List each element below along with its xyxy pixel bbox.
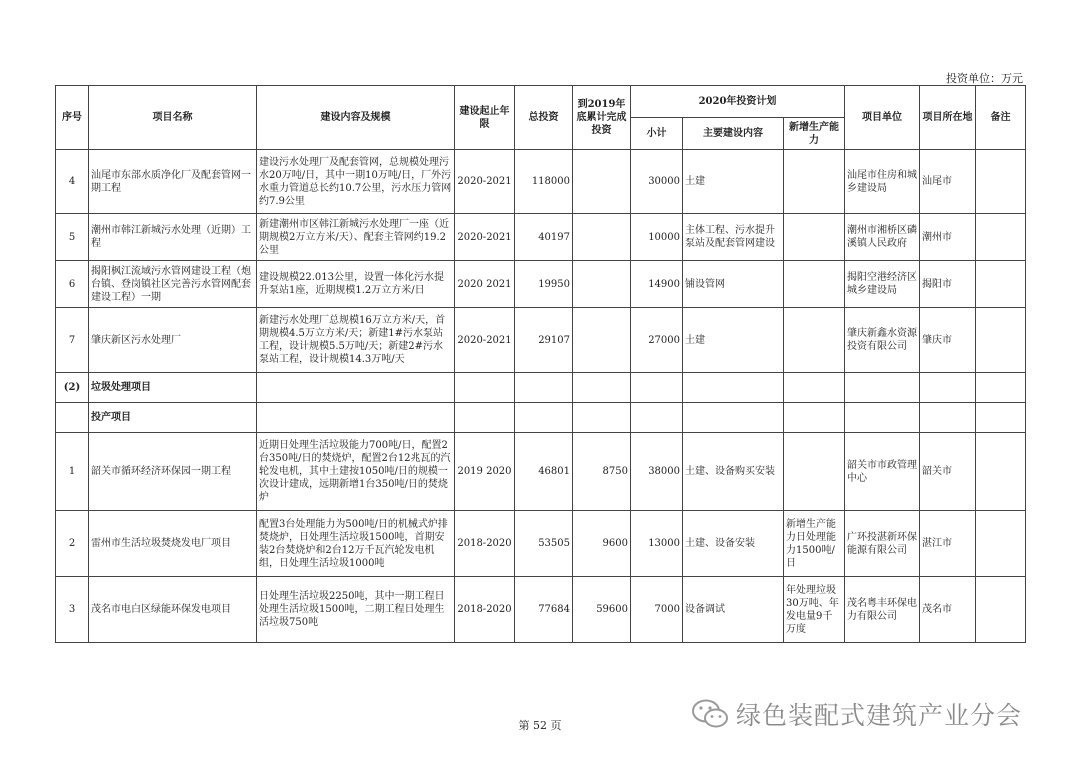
cell-capacity: 年处理垃圾30万吨、年发电量9千万度 [784,577,845,643]
cell-by2019: 8750 [573,433,631,511]
cell-name: 肇庆新区污水处理厂 [89,308,257,373]
cell-location: 潮州市 [920,214,976,261]
cell-seq: 7 [56,308,89,373]
cell-location: 揭阳市 [920,261,976,308]
header-remarks: 备注 [976,86,1026,150]
cell-unit: 潮州市湘桥区磷溪镇人民政府 [845,214,920,261]
cell-total: 118000 [515,150,573,214]
cell-capacity [784,214,845,261]
cell-period: 2018-2020 [455,577,515,643]
cell-unit: 茂名粤丰环保电力有限公司 [845,577,920,643]
section-seq: (2) [56,373,89,403]
cell-remarks [976,150,1026,214]
table-row [56,577,1026,643]
cell-subtotal: 14900 [631,261,683,308]
cell-seq: 4 [56,150,89,214]
section-title: 垃圾处理项目 [89,373,257,403]
cell-unit: 揭阳空港经济区城乡建设局 [845,261,920,308]
cell-period: 2020 2021 [455,261,515,308]
table-row [56,433,1026,511]
investment-unit-label: 投资单位：万元 [946,72,1023,85]
cell-period: 2020-2021 [455,150,515,214]
header-main-content: 主要建设内容 [683,118,784,150]
cell-total: 77684 [515,577,573,643]
cell-content: 近期日处理生活垃圾能力700吨/日，配置2台350吨/日的焚烧炉，配置2台12兆瓦的汽轮发电机，其中土建按1050吨/日的规模一次设计建成，远期新增1台350吨/日的焚烧炉 [257,433,455,511]
subsection-title: 投产项目 [89,403,257,433]
cell-unit: 肇庆新鑫水资源投资有限公司 [845,308,920,373]
cell-unit: 韶关市市政管理中心 [845,433,920,511]
cell-total: 40197 [515,214,573,261]
header-period: 建设起止年限 [455,86,515,150]
header-seq: 序号 [56,86,89,150]
cell-seq: 1 [56,433,89,511]
cell-content: 建设污水处理厂及配套管网，总规模处理污水20万吨/日，其中一期10万吨/日，厂外污水重力管道总长约10.7公里，污水压力管网约7.9公里 [257,150,455,214]
cell-unit: 广环投湛新环保能源有限公司 [845,511,920,577]
cell-capacity [784,261,845,308]
table-row [56,150,1026,214]
cell-total: 53505 [515,511,573,577]
cell-content: 建设规模22.013公里，设置一体化污水提升泵站1座，近期规模1.2万立方米/日 [257,261,455,308]
cell-main-content: 设备调试 [683,577,784,643]
cell-subtotal: 13000 [631,511,683,577]
cell-name: 揭阳枫江流域污水管网建设工程（炮台镇、登岗镇社区完善污水管网配套建设工程）一期 [89,261,257,308]
cell-seq: 2 [56,511,89,577]
header-project-name: 项目名称 [89,86,257,150]
cell-remarks [976,511,1026,577]
watermark-text: 绿色装配式建筑产业分会 [736,701,1023,730]
cell-by2019 [573,308,631,373]
table-row [56,511,1026,577]
cell-capacity [784,308,845,373]
header-subtotal: 小计 [631,118,683,150]
cell-location: 汕尾市 [920,150,976,214]
cell-remarks [976,308,1026,373]
header-location: 项目所在地 [920,86,976,150]
cell-subtotal: 38000 [631,433,683,511]
cell-by2019: 59600 [573,577,631,643]
cell-by2019 [573,261,631,308]
cell-capacity: 新增生产能力日处理能力1500吨/日 [784,511,845,577]
cell-seq: 6 [56,261,89,308]
cell-name: 茂名市电白区绿能环保发电项目 [89,577,257,643]
table-row [56,214,1026,261]
cell-remarks [976,214,1026,261]
cell-seq: 5 [56,214,89,261]
cell-period: 2019 2020 [455,433,515,511]
cell-main-content: 铺设管网 [683,261,784,308]
cell-remarks [976,577,1026,643]
cell-content: 日处理生活垃圾2250吨，其中一期工程日处理生活垃圾1500吨，二期工程日处理生活垃圾750吨 [257,577,455,643]
cell-name: 雷州市生活垃圾焚烧发电厂项目 [89,511,257,577]
header-new-capacity: 新增生产能力 [784,118,845,150]
cell-remarks [976,261,1026,308]
cell-capacity [784,433,845,511]
investment-plan-table [55,85,1026,643]
cell-location: 韶关市 [920,433,976,511]
table-row [56,308,1026,373]
cell-name: 汕尾市东部水质净化厂及配套管网一期工程 [89,150,257,214]
header-project-unit: 项目单位 [845,86,920,150]
cell-main-content: 土建 [683,150,784,214]
cell-by2019: 9600 [573,511,631,577]
cell-subtotal: 7000 [631,577,683,643]
cell-capacity [784,150,845,214]
cell-seq: 3 [56,577,89,643]
header-content-scale: 建设内容及规模 [257,86,455,150]
header-total-investment: 总投资 [515,86,573,150]
cell-main-content: 主体工程、污水提升泵站及配套管网建设 [683,214,784,261]
cell-name: 潮州市韩江新城污水处理（近期）工程 [89,214,257,261]
cell-content: 新建潮州市区韩江新城污水处理厂一座（近期规模2万立方米/天）、配套主管网约19.2公里 [257,214,455,261]
cell-by2019 [573,214,631,261]
cell-content: 配置3台处理能力为500吨/日的机械式炉排焚烧炉，日处理生活垃圾1500吨，首期安装2台焚烧炉和2台12万千瓦汽轮发电机组，日处理生活垃圾1000吨 [257,511,455,577]
cell-by2019 [573,150,631,214]
cell-period: 2018-2020 [455,511,515,577]
cell-total: 19950 [515,261,573,308]
section-row [56,373,1026,403]
cell-location: 肇庆市 [920,308,976,373]
cell-subtotal: 10000 [631,214,683,261]
header-completed-by-2019: 到2019年底累计完成投资 [573,86,631,150]
wechat-icon [690,697,730,731]
watermark [690,696,1022,732]
cell-content: 新建污水处理厂总规模16万立方米/天，首期规模4.5万立方米/天；新建1#污水泵站工程，设计规模5.5万吨/天；新建2#污水泵站工程，设计规模14.3万吨/天 [257,308,455,373]
cell-location: 湛江市 [920,511,976,577]
cell-total: 29107 [515,308,573,373]
cell-main-content: 土建、设备安装 [683,511,784,577]
cell-main-content: 土建 [683,308,784,373]
subsection-row [56,403,1026,433]
cell-subtotal: 27000 [631,308,683,373]
cell-location: 茂名市 [920,577,976,643]
table-row [56,261,1026,308]
page-number: 第 52 页 [518,719,562,732]
cell-name: 韶关市循环经济环保园一期工程 [89,433,257,511]
cell-subtotal: 30000 [631,150,683,214]
cell-total: 46801 [515,433,573,511]
cell-main-content: 土建、设备购买安装 [683,433,784,511]
cell-remarks [976,433,1026,511]
header-plan-2020: 2020年投资计划 [631,86,845,118]
cell-period: 2020-2021 [455,308,515,373]
cell-period: 2020-2021 [455,214,515,261]
cell-unit: 汕尾市住房和城乡建设局 [845,150,920,214]
